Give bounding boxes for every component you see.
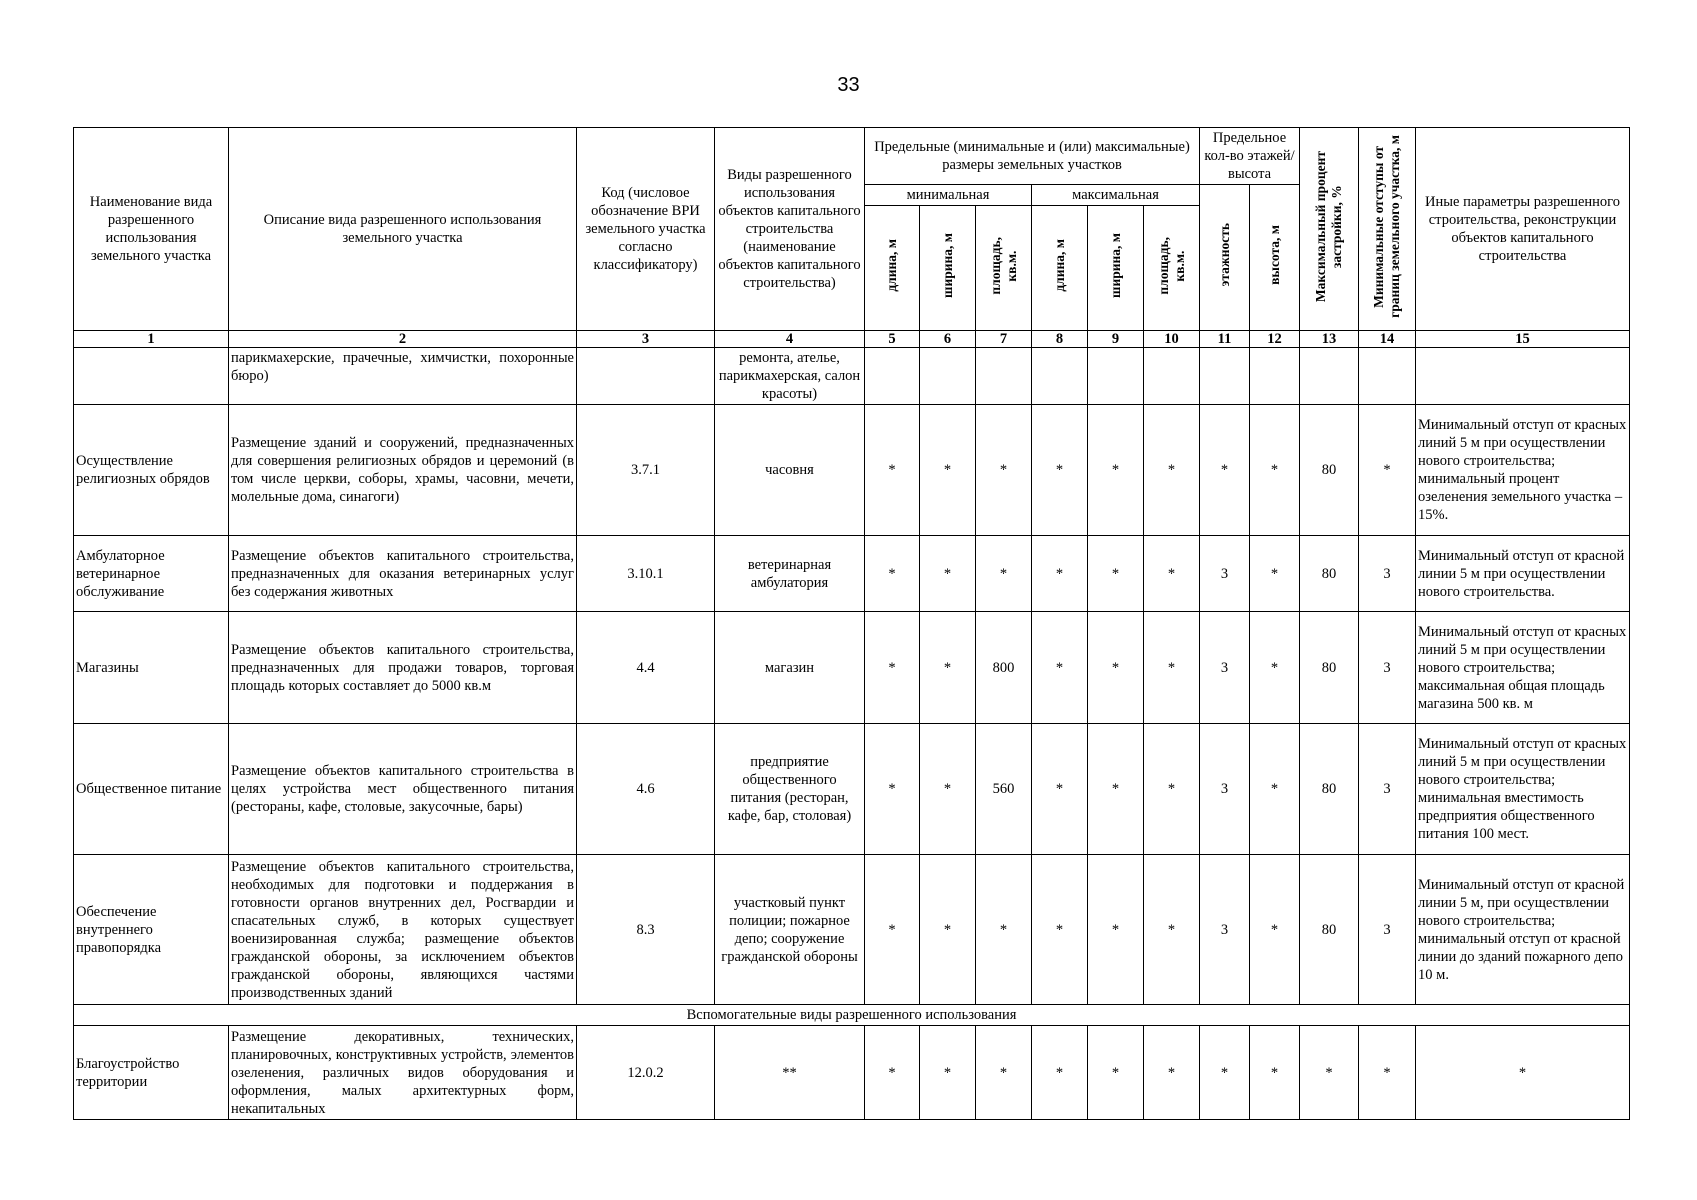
land-use-regulations-table [73, 127, 1630, 1120]
cell-empty [1200, 348, 1250, 405]
cell-floors: 3 [1200, 855, 1250, 1005]
cell-empty [1300, 348, 1359, 405]
cell-min-area: * [976, 536, 1032, 612]
cell-other-params: Минимальный отступ от красных линий 5 м при осуществлении нового строительства; минимальный процент озеленения земельного участка – 15%. [1416, 405, 1630, 536]
cell-max-length: * [1032, 612, 1088, 724]
cell-empty [1144, 348, 1200, 405]
header-max-area: площадь, кв.м. [1144, 206, 1200, 331]
section-title: Вспомогательные виды разрешенного использования [74, 1005, 1630, 1026]
cell-objects: участковый пункт полиции; пожарное депо; сооружение гражданской обороны [715, 855, 865, 1005]
page-number: 33 [837, 74, 860, 96]
cell-min-width: * [920, 1026, 976, 1120]
cell-min-width: * [920, 405, 976, 536]
header-min-width: ширина, м [920, 206, 976, 331]
cell-min-area: 560 [976, 724, 1032, 855]
cell-min-length: * [865, 855, 920, 1005]
cell-description: Размещение объектов капитального строительства в целях устройства мест общественного питания (рестораны, кафе, столовые, закусочные, бары) [229, 724, 577, 855]
cell-max-length: * [1032, 536, 1088, 612]
cell-min-setback: 3 [1359, 612, 1416, 724]
column-number: 10 [1144, 331, 1200, 348]
cell-other-params: * [1416, 1026, 1630, 1120]
cell-min-area: * [976, 405, 1032, 536]
cell-height: * [1250, 724, 1300, 855]
cell-min-length: * [865, 536, 920, 612]
cell-code: 4.4 [577, 612, 715, 724]
cell-min-setback: 3 [1359, 855, 1416, 1005]
header-code: Код (числовое обозначение ВРИ земельного участка согласно классификатору) [577, 128, 715, 331]
cell-min-width: * [920, 855, 976, 1005]
cell-max-length: * [1032, 1026, 1088, 1120]
header-maximum: максимальная [1032, 185, 1200, 206]
cell-floors: 3 [1200, 612, 1250, 724]
table-row [74, 855, 1630, 1005]
header-min-area: площадь, кв.м. [976, 206, 1032, 331]
cell-other-params: Минимальный отступ от красной линии 5 м, при осуществлении нового строительства; минимальный отступ от красной линии до зданий пожарного депо 10 м. [1416, 855, 1630, 1005]
cell-empty [577, 348, 715, 405]
cell-min-width: * [920, 612, 976, 724]
cell-description: Размещение объектов капитального строительства, необходимых для подготовки и поддержания в готовности органов внутренних дел, Росгвардии и спасательных служб, в которых существует военизированная служба; размещение объектов гражданской обороны, за исключением объектов гражданской обороны, являющихся частями производственных зданий [229, 855, 577, 1005]
table-body [74, 348, 1630, 1120]
cell-empty [1088, 348, 1144, 405]
cell-max-percent: * [1300, 1026, 1359, 1120]
cell-objects: часовня [715, 405, 865, 536]
cell-objects: ветеринарная амбулатория [715, 536, 865, 612]
table-row [74, 536, 1630, 612]
cell-min-setback: * [1359, 1026, 1416, 1120]
cell-height: * [1250, 405, 1300, 536]
table-header [74, 128, 1630, 348]
cell-other-params: Минимальный отступ от красной линии 5 м при осуществлении нового строительства. [1416, 536, 1630, 612]
cell-empty [74, 348, 229, 405]
cell-min-setback: 3 [1359, 536, 1416, 612]
header-description: Описание вида разрешенного использования земельного участка [229, 128, 577, 331]
cell-name: Обеспечение внутреннего правопорядка [74, 855, 229, 1005]
table-row [74, 612, 1630, 724]
cell-max-width: * [1088, 724, 1144, 855]
cell-floors: * [1200, 1026, 1250, 1120]
cell-max-area: * [1144, 536, 1200, 612]
cell-description: Размещение объектов капитального строительства, предназначенных для оказания ветеринарных услуг без содержания животных [229, 536, 577, 612]
column-number: 5 [865, 331, 920, 348]
cell-max-length: * [1032, 405, 1088, 536]
cell-max-area: * [1144, 612, 1200, 724]
cell-empty [865, 348, 920, 405]
header-height: высота, м [1250, 185, 1300, 331]
cell-empty [976, 348, 1032, 405]
cell-code: 12.0.2 [577, 1026, 715, 1120]
cell-floors: 3 [1200, 536, 1250, 612]
cell-code: 4.6 [577, 724, 715, 855]
cell-description: Размещение зданий и сооружений, предназначенных для совершения религиозных обрядов и церемоний (в том числе церкви, соборы, храмы, часовни, мечети, молельные дома, синагоги) [229, 405, 577, 536]
cell-name: Амбулаторное ветеринарное обслуживание [74, 536, 229, 612]
column-number: 15 [1416, 331, 1630, 348]
cell-name: Осуществление религиозных обрядов [74, 405, 229, 536]
cell-objects: ** [715, 1026, 865, 1120]
column-number: 2 [229, 331, 577, 348]
cell-min-area: * [976, 855, 1032, 1005]
cell-empty [1032, 348, 1088, 405]
cell-min-area: * [976, 1026, 1032, 1120]
column-number: 9 [1088, 331, 1144, 348]
cell-max-area: * [1144, 1026, 1200, 1120]
cell-description: парикмахерские, прачечные, химчистки, похоронные бюро) [229, 348, 577, 405]
continuation-row [74, 348, 1630, 405]
cell-max-percent: 80 [1300, 405, 1359, 536]
header-plot-size-limits: Предельные (минимальные и (или) максимальные) размеры земельных участков [865, 128, 1200, 185]
cell-min-length: * [865, 724, 920, 855]
header-other-params: Иные параметры разрешенного строительства, реконструкции объектов капитального строительства [1416, 128, 1630, 331]
cell-objects: магазин [715, 612, 865, 724]
column-number: 7 [976, 331, 1032, 348]
column-number: 12 [1250, 331, 1300, 348]
cell-height: * [1250, 1026, 1300, 1120]
column-number: 4 [715, 331, 865, 348]
cell-max-width: * [1088, 855, 1144, 1005]
header-capital-objects: Виды разрешенного использования объектов капитального строительства (наименование объектов капитального строительства) [715, 128, 865, 331]
table-row [74, 724, 1630, 855]
cell-height: * [1250, 536, 1300, 612]
cell-other-params: Минимальный отступ от красных линий 5 м при осуществлении нового строительства; максимальная общая площадь магазина 500 кв. м [1416, 612, 1630, 724]
cell-objects: предприятие общественного питания (ресторан, кафе, бар, столовая) [715, 724, 865, 855]
cell-min-area: 800 [976, 612, 1032, 724]
header-max-building-percent: Максимальный процент застройки, % [1300, 128, 1359, 331]
cell-name: Магазины [74, 612, 229, 724]
cell-min-length: * [865, 405, 920, 536]
table-row [74, 405, 1630, 536]
column-numbers-row [74, 331, 1630, 348]
cell-description: Размещение декоративных, технических, планировочных, конструктивных устройств, элементов озеленения, различных видов оборудования и оформления, малых архитектурных форм, некапитальных [229, 1026, 577, 1120]
column-number: 13 [1300, 331, 1359, 348]
cell-max-length: * [1032, 855, 1088, 1005]
cell-min-width: * [920, 724, 976, 855]
cell-max-width: * [1088, 612, 1144, 724]
cell-floors: * [1200, 405, 1250, 536]
cell-min-length: * [865, 1026, 920, 1120]
header-floors-height-group: Предельное кол-во этажей/ высота [1200, 128, 1300, 185]
column-number: 6 [920, 331, 976, 348]
cell-max-percent: 80 [1300, 536, 1359, 612]
cell-max-width: * [1088, 1026, 1144, 1120]
column-number: 14 [1359, 331, 1416, 348]
cell-floors: 3 [1200, 724, 1250, 855]
header-min-setback: Минимальные отступы от границ земельного участка, м [1359, 128, 1416, 331]
header-min-length: длина, м [865, 206, 920, 331]
cell-min-length: * [865, 612, 920, 724]
cell-empty [920, 348, 976, 405]
column-number: 11 [1200, 331, 1250, 348]
column-number: 8 [1032, 331, 1088, 348]
cell-code: 3.10.1 [577, 536, 715, 612]
header-max-width: ширина, м [1088, 206, 1144, 331]
cell-empty [1416, 348, 1630, 405]
cell-max-width: * [1088, 405, 1144, 536]
cell-height: * [1250, 612, 1300, 724]
cell-max-area: * [1144, 724, 1200, 855]
cell-max-length: * [1032, 724, 1088, 855]
cell-max-width: * [1088, 536, 1144, 612]
cell-objects: ремонта, ателье, парикмахерская, салон красоты) [715, 348, 865, 405]
cell-max-area: * [1144, 855, 1200, 1005]
section-row [74, 1005, 1630, 1026]
cell-max-percent: 80 [1300, 855, 1359, 1005]
cell-min-setback: 3 [1359, 724, 1416, 855]
cell-code: 8.3 [577, 855, 715, 1005]
cell-min-setback: * [1359, 405, 1416, 536]
cell-name: Общественное питание [74, 724, 229, 855]
cell-code: 3.7.1 [577, 405, 715, 536]
cell-max-area: * [1144, 405, 1200, 536]
header-minimum: минимальная [865, 185, 1032, 206]
cell-name: Благоустройство территории [74, 1026, 229, 1120]
header-max-length: длина, м [1032, 206, 1088, 331]
column-number: 1 [74, 331, 229, 348]
cell-empty [1250, 348, 1300, 405]
column-number: 3 [577, 331, 715, 348]
header-land-use-name: Наименование вида разрешенного использования земельного участка [74, 128, 229, 331]
cell-max-percent: 80 [1300, 724, 1359, 855]
cell-other-params: Минимальный отступ от красных линий 5 м при осуществлении нового строительства; минимальная вместимость предприятия общественного питания 100 мест. [1416, 724, 1630, 855]
table-row [74, 1026, 1630, 1120]
cell-min-width: * [920, 536, 976, 612]
cell-empty [1359, 348, 1416, 405]
cell-height: * [1250, 855, 1300, 1005]
cell-description: Размещение объектов капитального строительства, предназначенных для продажи товаров, торговая площадь которых составляет до 5000 кв.м [229, 612, 577, 724]
header-floors: этажность [1200, 185, 1250, 331]
cell-max-percent: 80 [1300, 612, 1359, 724]
